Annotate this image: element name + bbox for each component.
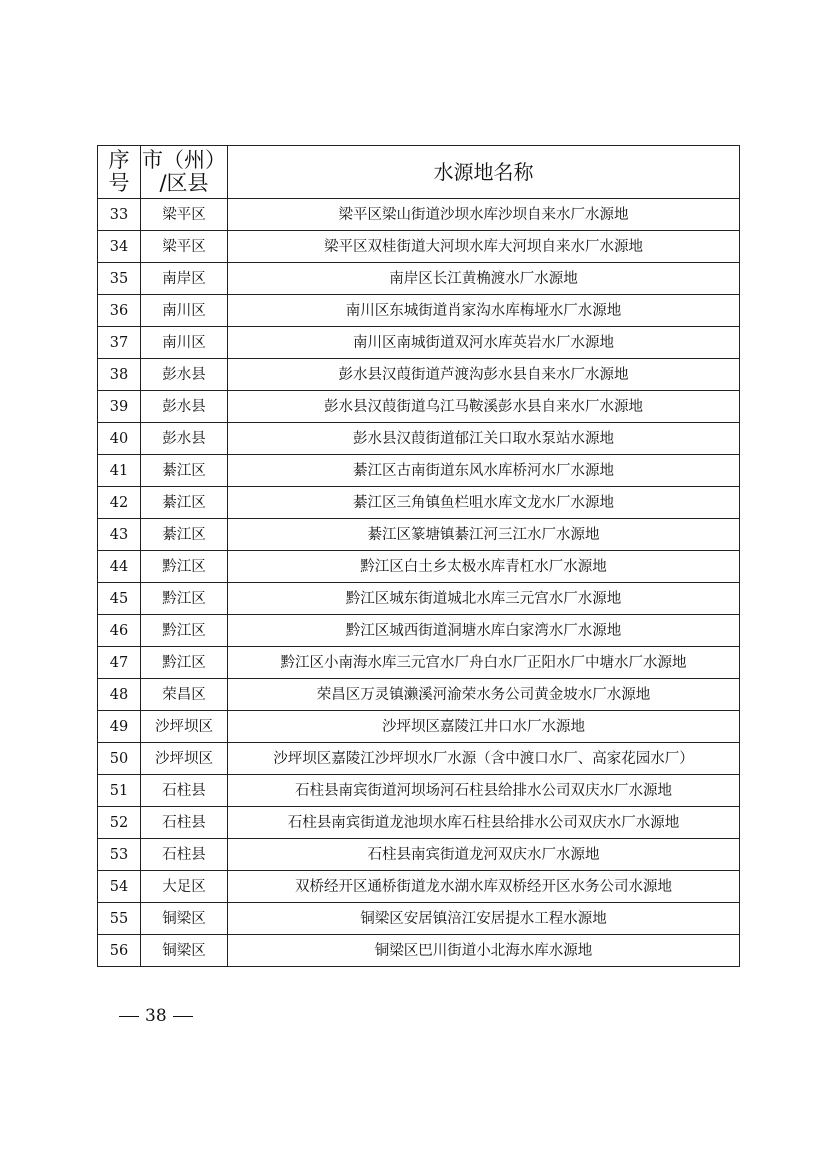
table-row — [98, 583, 740, 615]
header-seq — [98, 146, 141, 199]
row-seq: 39 — [98, 391, 141, 423]
row-seq: 52 — [98, 807, 141, 839]
row-source-name: 石柱县南宾街道龙河双庆水厂水源地 — [228, 839, 740, 871]
row-city: 铜梁区 — [141, 903, 228, 935]
row-city: 梁平区 — [141, 199, 228, 231]
page-footer — [113, 1006, 199, 1026]
row-city: 彭水县 — [141, 391, 228, 423]
row-seq: 44 — [98, 551, 141, 583]
row-seq: 35 — [98, 263, 141, 295]
table-row — [98, 871, 740, 903]
table-row — [98, 391, 740, 423]
table-row — [98, 775, 740, 807]
water-source-table — [97, 145, 740, 967]
row-source-name: 南岸区长江黄桷渡水厂水源地 — [228, 263, 740, 295]
row-seq: 46 — [98, 615, 141, 647]
row-seq: 47 — [98, 647, 141, 679]
table-row — [98, 839, 740, 871]
row-city: 綦江区 — [141, 519, 228, 551]
row-seq: 55 — [98, 903, 141, 935]
row-source-name: 彭水县汉葭街道乌江马鞍溪彭水县自来水厂水源地 — [228, 391, 740, 423]
header-source-name: 水源地名称 — [228, 146, 740, 199]
row-source-name: 南川区东城街道肖家沟水库梅垭水厂水源地 — [228, 295, 740, 327]
row-source-name: 黔江区城东街道城北水库三元宫水厂水源地 — [228, 583, 740, 615]
row-seq: 51 — [98, 775, 141, 807]
row-seq: 34 — [98, 231, 141, 263]
table-row — [98, 295, 740, 327]
table-row — [98, 519, 740, 551]
table-row — [98, 359, 740, 391]
row-seq: 33 — [98, 199, 141, 231]
table-row — [98, 615, 740, 647]
row-source-name: 梁平区双桂街道大河坝水库大河坝自来水厂水源地 — [228, 231, 740, 263]
table-row — [98, 647, 740, 679]
table-row — [98, 807, 740, 839]
row-source-name: 铜梁区安居镇涪江安居提水工程水源地 — [228, 903, 740, 935]
row-city: 铜梁区 — [141, 935, 228, 967]
header-city-line2: /区县 — [159, 171, 209, 195]
row-city: 黔江区 — [141, 551, 228, 583]
row-city: 石柱县 — [141, 807, 228, 839]
row-seq: 41 — [98, 455, 141, 487]
table-row — [98, 487, 740, 519]
table-row — [98, 903, 740, 935]
row-seq: 50 — [98, 743, 141, 775]
footer-dash-right — [173, 1016, 193, 1017]
row-seq: 45 — [98, 583, 141, 615]
row-city: 南川区 — [141, 295, 228, 327]
table-row — [98, 327, 740, 359]
row-source-name: 双桥经开区通桥街道龙水湖水库双桥经开区水务公司水源地 — [228, 871, 740, 903]
row-source-name: 沙坪坝区嘉陵江井口水厂水源地 — [228, 711, 740, 743]
row-source-name: 石柱县南宾街道河坝场河石柱县给排水公司双庆水厂水源地 — [228, 775, 740, 807]
row-city: 石柱县 — [141, 839, 228, 871]
row-source-name: 南川区南城街道双河水库英岩水厂水源地 — [228, 327, 740, 359]
table-body — [98, 199, 740, 967]
row-seq: 36 — [98, 295, 141, 327]
table-row — [98, 551, 740, 583]
row-city: 南川区 — [141, 327, 228, 359]
row-source-name: 沙坪坝区嘉陵江沙坪坝水厂水源（含中渡口水厂、高家花园水厂） — [228, 743, 740, 775]
table-row — [98, 679, 740, 711]
row-seq: 38 — [98, 359, 141, 391]
row-seq: 54 — [98, 871, 141, 903]
row-city: 沙坪坝区 — [141, 743, 228, 775]
row-source-name: 黔江区白土乡太极水库青杠水厂水源地 — [228, 551, 740, 583]
row-source-name: 黔江区小南海水库三元宫水厂舟白水厂正阳水厂中塘水厂水源地 — [228, 647, 740, 679]
row-city: 大足区 — [141, 871, 228, 903]
row-city: 黔江区 — [141, 583, 228, 615]
row-city: 梁平区 — [141, 231, 228, 263]
table-row — [98, 263, 740, 295]
table-row — [98, 711, 740, 743]
header-city — [141, 146, 228, 199]
header-city-line1: 市（州） — [142, 148, 226, 172]
page-number: 38 — [145, 1006, 167, 1026]
row-seq: 37 — [98, 327, 141, 359]
row-seq: 43 — [98, 519, 141, 551]
table-row — [98, 743, 740, 775]
row-source-name: 黔江区城西街道洞塘水库白家湾水厂水源地 — [228, 615, 740, 647]
row-seq: 53 — [98, 839, 141, 871]
table-row — [98, 423, 740, 455]
row-city: 綦江区 — [141, 487, 228, 519]
row-city: 黔江区 — [141, 615, 228, 647]
row-source-name: 梁平区梁山街道沙坝水库沙坝自来水厂水源地 — [228, 199, 740, 231]
row-seq: 48 — [98, 679, 141, 711]
header-seq-line2: 号 — [108, 171, 130, 195]
row-seq: 56 — [98, 935, 141, 967]
row-seq: 49 — [98, 711, 141, 743]
table-row — [98, 935, 740, 967]
row-source-name: 石柱县南宾街道龙池坝水库石柱县给排水公司双庆水厂水源地 — [228, 807, 740, 839]
row-city: 沙坪坝区 — [141, 711, 228, 743]
row-city: 彭水县 — [141, 423, 228, 455]
row-source-name: 彭水县汉葭街道郁江关口取水泵站水源地 — [228, 423, 740, 455]
row-source-name: 彭水县汉葭街道芦渡沟彭水县自来水厂水源地 — [228, 359, 740, 391]
row-source-name: 荣昌区万灵镇濑溪河渝荣水务公司黄金坡水厂水源地 — [228, 679, 740, 711]
row-source-name: 綦江区三角镇鱼栏咀水库文龙水厂水源地 — [228, 487, 740, 519]
row-city: 南岸区 — [141, 263, 228, 295]
table-row — [98, 231, 740, 263]
row-city: 黔江区 — [141, 647, 228, 679]
row-source-name: 铜梁区巴川街道小北海水库水源地 — [228, 935, 740, 967]
row-city: 綦江区 — [141, 455, 228, 487]
table-row — [98, 199, 740, 231]
row-source-name: 綦江区篆塘镇綦江河三江水厂水源地 — [228, 519, 740, 551]
table-row — [98, 455, 740, 487]
footer-dash-left — [119, 1016, 139, 1017]
row-seq: 40 — [98, 423, 141, 455]
header-seq-line1: 序 — [108, 148, 130, 172]
row-city: 荣昌区 — [141, 679, 228, 711]
table-header-row — [98, 146, 740, 199]
row-city: 石柱县 — [141, 775, 228, 807]
row-city: 彭水县 — [141, 359, 228, 391]
row-source-name: 綦江区古南街道东风水库桥河水厂水源地 — [228, 455, 740, 487]
row-seq: 42 — [98, 487, 141, 519]
